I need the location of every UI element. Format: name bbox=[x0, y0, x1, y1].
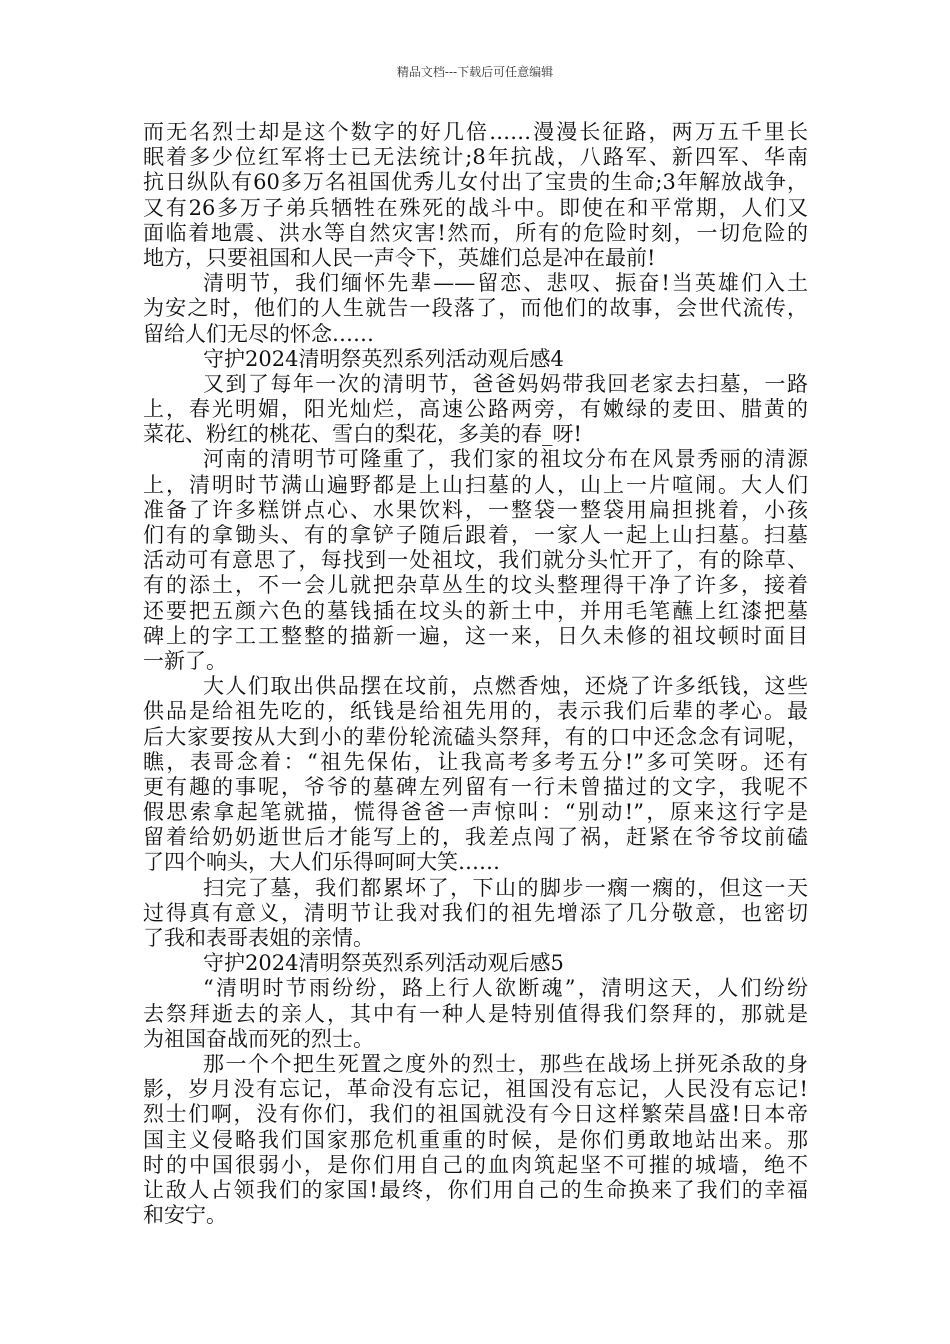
text-line: 们有的拿锄头、有的拿铲子随后跟着，一家人一起上山扫墓。扫墓 bbox=[143, 523, 808, 547]
text-line: 为祖国奋战而死的烈士。 bbox=[143, 1026, 374, 1051]
text-line: 菜花、粉红的桃花、雪白的梨花，多美的春_呀! bbox=[143, 422, 582, 447]
text-line: 国主义侵略我们国家那危机重重的时候，是你们勇敢地站出来。那 bbox=[143, 1127, 808, 1152]
text-line: 过得真有意义，清明节让我对我们的祖先增添了几分敬意，也密切 bbox=[143, 900, 808, 925]
text-line: 烈士们啊，没有你们，我们的祖国就没有今日这样繁荣昌盛!日本帝 bbox=[143, 1102, 808, 1127]
text-line: 为安之时，他们的人生就告一段落了，而他们的故事，会世代流传， bbox=[143, 296, 808, 321]
document-body bbox=[143, 120, 808, 1228]
text-line: 瞧，表哥念着：“祖先保佑，让我高考多考五分!”多可笑呀。还有 bbox=[143, 749, 808, 774]
text-line: 时的中国很弱小，是你们用自己的血肉筑起坚不可摧的城墙，绝不 bbox=[143, 1152, 808, 1177]
text-line: 有的添土，不一会儿就把杂草丛生的坟头整理得干净了许多，接着 bbox=[143, 573, 808, 598]
text-line: 扫完了墓，我们都累坏了，下山的脚步一瘸一瘸的，但这一天 bbox=[203, 875, 808, 900]
text-line: 上，清明时节满山遍野都是上山扫墓的人，山上一片喧闹。大人们 bbox=[143, 472, 808, 497]
text-line: 去祭拜逝去的亲人，其中有一种人是特别值得我们祭拜的，那就是 bbox=[143, 1001, 808, 1026]
text-line: 上，春光明媚，阳光灿烂，高速公路两旁，有嫩绿的麦田、腊黄的 bbox=[143, 397, 808, 422]
text-line: 大人们取出供品摆在坟前，点燃香烛，还烧了许多纸钱，这些 bbox=[203, 674, 808, 699]
text-line: 那一个个把生死置之度外的烈士，那些在战场上拼死杀敌的身 bbox=[203, 1051, 808, 1076]
text-line: 假思索拿起笔就描，慌得爸爸一声惊叫：“别动!”，原来这行字是 bbox=[143, 800, 808, 825]
text-line: 地方，只要祖国和人民一声令下，英雄们总是冲在最前! bbox=[143, 245, 656, 270]
text-line: 又到了每年一次的清明节，爸爸妈妈带我回老家去扫墓，一路 bbox=[203, 371, 808, 396]
text-line: 守护2024清明祭英烈系列活动观后感4 bbox=[203, 346, 564, 371]
text-line: 后大家要按从大到小的辈份轮流磕头祭拜，有的口中还念念有词呢， bbox=[143, 724, 808, 749]
text-line: 活动可有意思了，每找到一处祖坟，我们就分头忙开了，有的除草、 bbox=[143, 548, 808, 573]
text-line: 而无名烈士却是这个数字的好几倍……漫漫长征路，两万五千里长 bbox=[143, 120, 808, 144]
text-line: 守护2024清明祭英烈系列活动观后感5 bbox=[203, 951, 564, 976]
text-line: 还要把五颜六色的墓钱插在坟头的新土中，并用毛笔蘸上红漆把墓 bbox=[143, 598, 808, 623]
text-line: 了我和表哥表姐的亲情。 bbox=[143, 926, 374, 950]
text-line: 影，岁月没有忘记，革命没有忘记，祖国没有忘记，人民没有忘记! bbox=[143, 1077, 808, 1102]
text-line: 供品是给祖先吃的，纸钱是给祖先用的，表示我们后辈的孝心。最 bbox=[143, 699, 808, 724]
page-header: 精品文档---下载后可任意编辑 bbox=[396, 65, 554, 79]
text-line: 又有26多万子弟兵牺牲在殊死的战斗中。即使在和平常期，人们又 bbox=[143, 195, 808, 220]
text-line: “清明时节雨纷纷，路上行人欲断魂”，清明这天，人们纷纷 bbox=[203, 976, 808, 1001]
text-line: 眠着多少位红军将士已无法统计;8年抗战，八路军、新四军、华南 bbox=[143, 145, 808, 170]
text-line: 让敌人占领我们的家国!最终，你们用自己的生命换来了我们的幸福 bbox=[143, 1177, 808, 1202]
text-line: 抗日纵队有60多万名祖国优秀儿女付出了宝贵的生命;3年解放战争， bbox=[143, 170, 808, 195]
text-line: 了四个响头，大人们乐得呵呵大笑…… bbox=[143, 850, 500, 875]
text-line: 留着给奶奶逝世后才能写上的，我差点闯了祸，赶紧在爷爷坟前磕 bbox=[143, 825, 808, 850]
text-line: 更有趣的事呢，爷爷的墓碑左列留有一行未曾描过的文字，我呢不 bbox=[143, 774, 808, 799]
text-line: 准备了许多糕饼点心、水果饮料，一整袋一整袋用扁担挑着，小孩 bbox=[143, 497, 808, 522]
text-line: 清明节，我们缅怀先辈——留恋、悲叹、振奋!当英雄们入土 bbox=[203, 271, 808, 296]
text-line: 和安宁。 bbox=[143, 1203, 227, 1228]
text-line: 一新了。 bbox=[143, 648, 227, 673]
text-line: 碑上的字工工整整的描新一遍，这一来，日久未修的祖坟顿时面目 bbox=[143, 623, 808, 648]
text-line: 面临着地震、洪水等自然灾害!然而，所有的危险时刻，一切危险的 bbox=[143, 220, 808, 245]
text-line: 留给人们无尽的怀念…… bbox=[143, 321, 374, 346]
text-line: 河南的清明节可隆重了，我们家的祖坟分布在风景秀丽的清源 bbox=[203, 447, 808, 472]
